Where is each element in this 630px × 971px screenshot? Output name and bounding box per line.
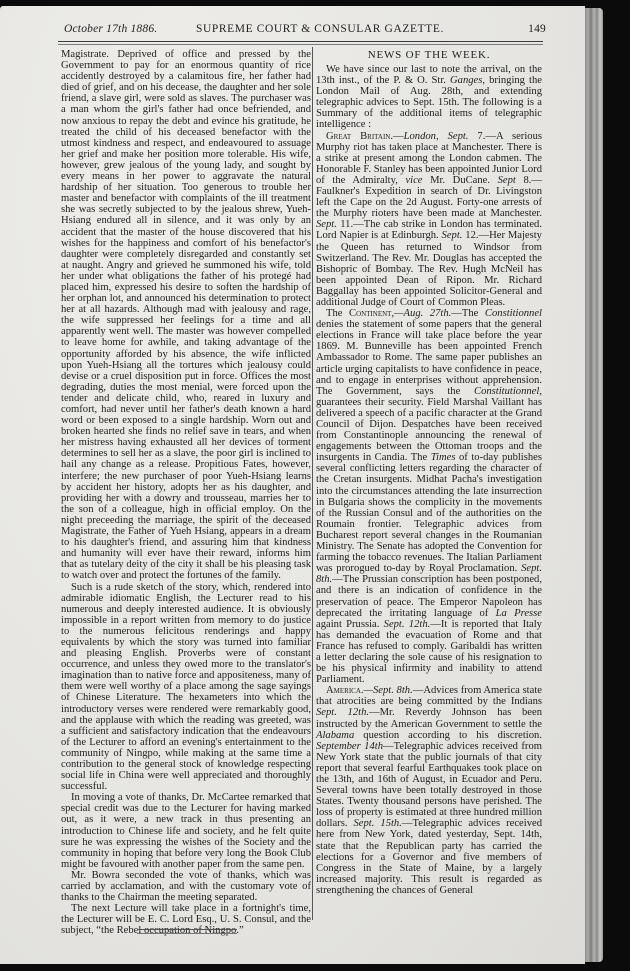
newspaper-name: La Presse <box>495 607 542 619</box>
right-column <box>316 49 542 896</box>
news-date: Sept. 8th. <box>316 563 542 586</box>
seconded-paragraph: Mr. Bowra seconded the vote of thanks, which was carried by acclamation, and with the customary vote of thanks to the Chairman the meeting separated. <box>61 869 311 904</box>
news-date: September 14th <box>316 740 383 752</box>
news-text: —Advices from America state that atrocities are being committed by the Indians <box>316 685 542 708</box>
publication-title: SUPREME COURT & CONSULAR GAZETTE. <box>196 23 444 35</box>
news-date: Sept. 15th. <box>353 818 402 830</box>
news-text: —Telegraphic advices received here from New York, dated yesterday, Sept. 14th, state that the Republican party has carried the elections for a Governor and five members of Congress in the State of Maine, by a largely increased majority. This result is regarded as strengthening the chances of General <box>316 818 542 896</box>
news-text: of to-day publishes several conflicting letters regarding the character of the Cretan insurgents. Midhat Pacha's investigation into the circumstances attending the late insurrection in Bulgaria shows the complicity in the movements of the Russian Consul and of the authorities on the Roumain frontier. Telegraphic advices from Bucharest report several changes in the Roumanian Ministry. The Senate has adopted the Convention for farming the tobacco revenues. The Italian Parliament was prorogued to-day by Royal Proclamation. <box>316 452 542 575</box>
page-header <box>64 19 544 37</box>
column-divider <box>312 47 313 920</box>
newspaper-name: Constitutionnel <box>474 385 540 397</box>
news-text: The <box>326 308 350 320</box>
news-date: Sept. <box>316 219 337 231</box>
news-italic: Alabama <box>316 729 355 741</box>
news-italic: vice <box>405 174 423 186</box>
newspaper-name: Constitionnel <box>484 308 542 320</box>
news-text: Mr. DuCane. <box>422 174 498 186</box>
continent-paragraph <box>316 308 542 685</box>
news-text: 8.—Faulkner's Expedition in search of Dr. Livingston left the Cape on the 2d August. Forty-one arrests of the Murphy rioters have been made at Manchester. <box>316 174 542 220</box>
great-britain-paragraph <box>316 131 542 309</box>
intro-paragraph <box>316 64 542 131</box>
ship-name: Ganges <box>450 75 483 87</box>
news-text: —Mr. Reverdy Johnson has been instructed by the American Government to settle the <box>316 707 542 730</box>
gazette-page <box>0 6 585 964</box>
news-text: againt Prussia. <box>316 618 384 630</box>
america-paragraph <box>316 685 542 896</box>
story-paragraph: Magistrate. Deprived of office and pressed by the Government to pay for an enormous quantity of rice accidently destroyed by a calamitous fire, her father had died of grief, and on his decease, the daughter and her sole friend, a slave girl, were sold as slaves. The purchaser was a man whom the girl's father had once befriended, and now anxious to repay the debt and evince his gratitude, he treated the child of his deceased benefactor with the utmost kindness and respect, and endeavoured to assuage her grief and make her position more tolerable. His wife, however, grew jealous of the young lady, and sought by every means in her power to aggravate the natural hardship of her situation. Too generous to trouble her master and benefactor with complaints of the ill treatment she was secretly subjected to by the jealous shrew, Yueh-Hsiang endured all in silence, and it was only by an accident that the master of the house discovered that his wishes for the happiness and comfort of his benefactor's daughter were completely disregarded and constantly set at naught. Angry and grieved he summoned his wife, told her under what obligations the father of his protegé had placed him, expressed his desire to soften the hardship of her orphan lot, and announced his determination to protect her at all hazards. Although mad with jealousy and rage, the wife suppressed her feelings for a time and all apparently went well. The master was however compelled to leave home for awhile, and taking advantage of the opportunity afforded by his absence, the wife inflicted upon Yueh-Hsiang all the tortures which jealousy could devise or a cruel disposition put in force. Offices the most degrading, duties the most menial, were forced upon the tender and delicate child, who, reared in luxury and comfort, had never until her father's death known a hard word or been exposed to a single hardship. Worn out and broken hearted she finds no relief save in tears, and when her mistress having exhausted all her devices of torment determines to sell her as a slave, the poor girl is inclined to hail any change as a release. Propitious Fates, however, interfere; the new purchaser of poor Yueh-Hsiang learns by accident her history, adopts her as his daughter, and providing her with a dowry and trousseau, marries her to the son of a colleague, high in official employ. On the night preceeding the marriage, the spirit of the deceased Magistrate, the Father of Yueh Hsiang, appears in a dream to his daughter's friend, and assuring him that kindness and humanity will ever have their reward, informs him that as tutelary deity of the city it shall be his pleasing task to watch over and protect the fortunes of the family. <box>61 49 311 582</box>
region-label: Great Britain. <box>326 130 393 142</box>
newspaper-name: Times <box>430 452 456 464</box>
intro-text: We have since our last to note the arrival, on the 13th inst., of the P. & O. Str. <box>316 64 542 87</box>
news-text: —It is reported that Italy has demanded the evacuation of Rome and that France has refused to comply. Garibaldi has written a letter declaring the sole cause of his resignation to be his physical infirmity and inability to attend Parliament. <box>316 618 542 686</box>
news-text: 7.—A serious Murphy riot has taken place at Manchester. There is a strike at present among the London cabmen. The Honorable F. Stanley has been appointed Junior Lord of the Admiralty, <box>316 130 542 186</box>
news-date: Sept. 12th. <box>383 618 431 630</box>
article-end-rule <box>137 929 237 934</box>
dateline: —Aug. 27th. <box>394 308 452 320</box>
page-number: 149 <box>528 23 546 35</box>
news-text: denies the statement of some papers that the general elections in France will take place before the year 1869. M. Bunneville has been appointed French Ambassador to Rome. The same paper publishes an article urging capitalists to have confidence in peace, and to engage in enterprises without apprehension. The Government, says the <box>316 319 542 397</box>
dateline: —Sept. 8th. <box>363 685 413 697</box>
news-text: —The <box>451 308 485 320</box>
dateline: London, Sept. <box>403 130 469 142</box>
left-column <box>61 49 311 937</box>
book-page-edges <box>585 8 603 962</box>
news-date: Sept <box>497 174 516 186</box>
intro-text-cont: , bringing the London Mail of Aug. 28th, and extending telegraphic advices to Sept. 15th. The following is a Summary of the additional items of telegraphic intelligence : <box>316 75 542 131</box>
header-date: October 17th 1886. <box>64 23 158 35</box>
region-label: Continent, <box>349 308 395 320</box>
news-text: 11.—The cab strike in London has terminated. Lord Napier is at Edinburgh. <box>316 219 542 242</box>
header-rule <box>58 41 543 45</box>
lecture-review-paragraph: Such is a rude sketch of the story, which, rendered into admirable idiomatic English, the Lecturer read to his numerous and deeply interested audience. It is obviously impossible in a report written from memory to do justice to the numerous felicitous renderings and happy equivalents by which the story was turned into familiar and pleasing English. Proverbs were of constant occurrence, and unless they owed more to the translator's imagination than to native force and appositeness, many of them were well worthy of a place among the sage sayings of Chinese Literature. The hexameters into which the introductory verses were rendered were remarkably good, and the applause with which the reading was greeted, was a sufficient and satisfactory indication that the endeavours of the Lecturer to afford an evening's entertainment to the community of Ningpo, while making at the same time a contribution to the general stock of knowledge respecting social life in China were well appreciated and thoroughly successful. <box>61 581 311 793</box>
dash: — <box>392 130 404 142</box>
section-title: NEWS OF THE WEEK. <box>367 49 491 61</box>
vote-of-thanks-paragraph: In moving a vote of thanks, Dr. McCartee remarked that special credit was due to the Lecturer for having marked out, as it were, a new track in thus presenting an introduction to Chinese life and society, and he felt quite sure he was expressing the wishes of the Society and the community in hoping that before very long the Book Club might be favoured with another paper from the same pen. <box>61 792 311 870</box>
news-text: —The Prussian conscription has been postponed, and there is an indication of confidence in the preservation of peace. The Emperor Napoleon has deprecated the irritating language of <box>316 574 542 619</box>
news-text: , guarantees their security. Field Marshal Vaillant has delivered a speech of a pacific character at the Grand Council of Dijon. Despatches have been received from Constantinople announcing the renewal of engagements between the Ottoman troops and the insurgents in Candia. The <box>316 385 542 464</box>
news-text: question according to his discretion. <box>354 729 542 741</box>
next-lecture-paragraph: The next Lecture will take place in a fortnight's time, the Lecturer will be E. C. Lord Esq., U. S. Consul, and the subject, “the Rebel occupation of Ningpo.” <box>61 903 311 937</box>
news-text: —Telegraphic advices received from New York state that the public journals of that city report that several fearful Earthquakes took place on the 13th, and 16th of August, in Ecuador and Peru. Several towns have been totally destroyed in those States. Twenty thousand persons have perished. The loss of property is estimated at three hundred million dollars. <box>316 740 542 830</box>
news-date: Sept. 12th. <box>316 707 370 719</box>
news-text: 12.—Her Majesty the Queen has returned to Windsor from Switzerland. The Rev. Mr. Douglas has accepted the Bishopric of Bombay. The Rev. Hugh McNeil has been appointed Dean of Ripon. Mr. Richard Baggallay has been appointed Solicitor-General and additional Judge of Court of Common Pleas. <box>316 230 542 308</box>
news-date: Sept. <box>441 230 463 242</box>
region-label: America. <box>326 685 364 697</box>
